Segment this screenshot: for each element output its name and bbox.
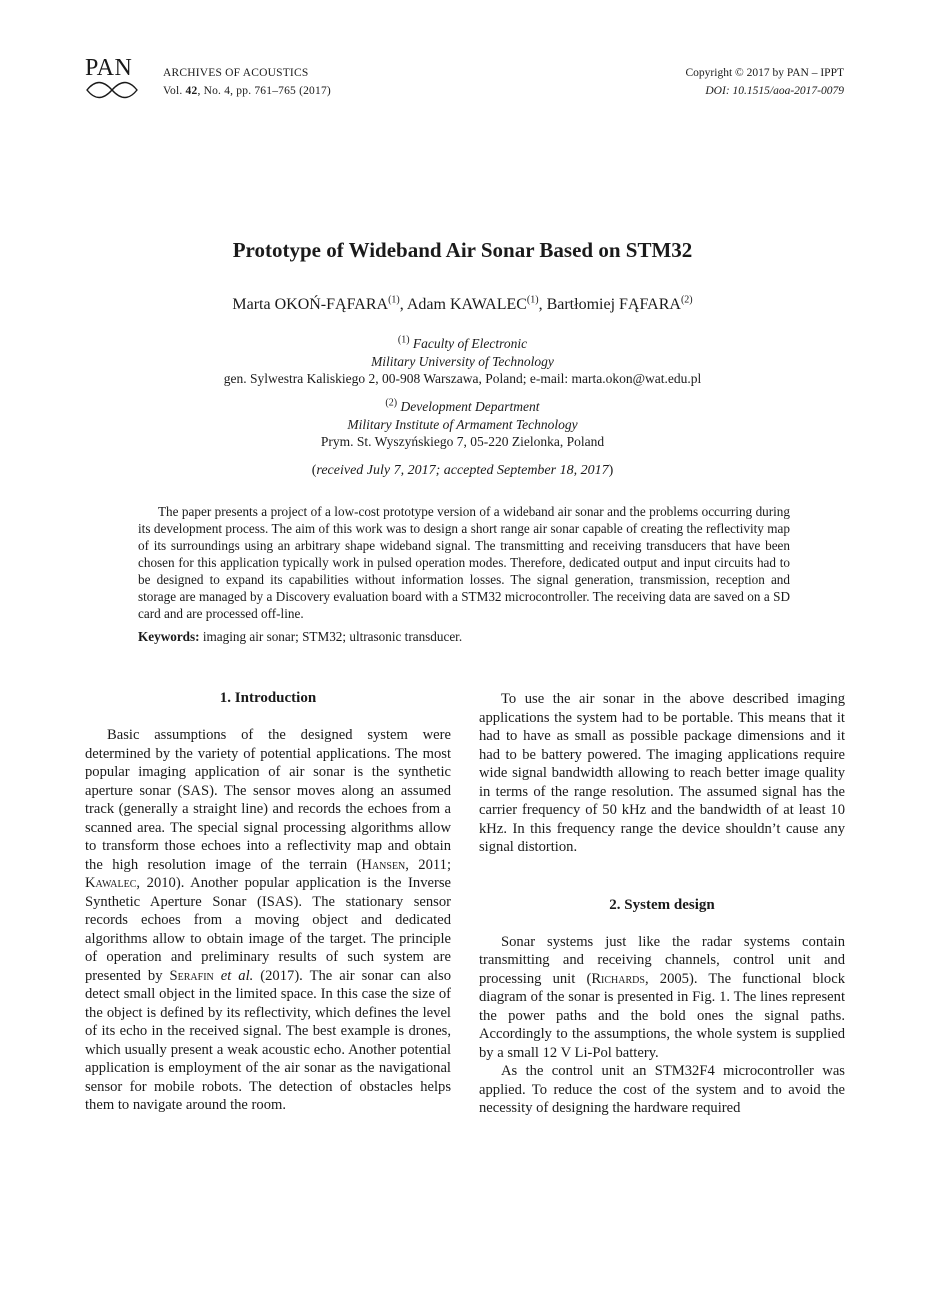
citation-et-al: et al. <box>220 967 254 984</box>
affiliation-1-institution: Military University of Technology <box>371 353 554 369</box>
affiliation-2-institution: Military Institute of Armament Technology <box>347 416 578 432</box>
text-run: , 2011; <box>405 856 452 873</box>
affiliation-1-marker: (1) <box>397 334 410 346</box>
received-dates: (received July 7, 2017; accepted September 18, 2017) <box>311 463 614 478</box>
section-2-paragraph-2: As the control unit an STM32F4 microcontroller was applied. To reduce the cost of the system and to avoid the necessity of designing the hardware required <box>479 1063 845 1116</box>
doi-link[interactable]: DOI: 10.1515/aoa-2017-0079 <box>705 85 844 97</box>
volume-number: 42 <box>185 85 198 97</box>
affiliation-1-address: gen. Sylwestra Kaliskiego 2, 00-908 Warszawa, Poland; e-mail: marta.okon@wat.edu.pl <box>223 371 702 386</box>
section-2-heading: 2. System design <box>609 896 715 913</box>
pan-logo <box>85 56 139 102</box>
pan-logo-swirl-icon <box>85 80 139 100</box>
author-2: Adam KAWALEC <box>406 296 527 313</box>
paper-title: Prototype of Wideband Air Sonar Based on STM32 <box>232 238 693 262</box>
section-1-heading: 1. Introduction <box>219 690 317 706</box>
volume-line <box>163 82 331 100</box>
author-3: Bartłomiej FĄFARA <box>546 296 681 313</box>
text-run: Basic assumptions of the designed system were determined by the variety of potential applications. The most popular imaging application of air sonar is the synthetic aperture sonar (SAS). The sensor moves along an assumed track (generally a straight line) and records the echoes from a scanned area. The special signal processing algorithms allow to transform those echoes into a reflectivity map and obtain the high resolution image of the terrain ( <box>85 727 451 873</box>
abstract <box>138 503 790 645</box>
keywords-text: imaging air sonar; STM32; ultrasonic transducer. <box>202 629 463 644</box>
section-2-paragraph-1 <box>479 933 845 1063</box>
volume-rest: , No. 4, pp. 761–765 (2017) <box>197 85 331 97</box>
copyright-line: Copyright © 2017 by PAN – IPPT <box>685 67 844 79</box>
section-1-paragraph-1 <box>85 726 451 1115</box>
author-1-affil-marker: (1) <box>388 294 400 306</box>
keywords <box>138 628 790 645</box>
author-3-affil-marker: (2) <box>680 294 693 306</box>
journal-info <box>163 64 331 100</box>
citation-hansen[interactable]: Hansen <box>361 856 406 873</box>
text-run: Sonar systems just like the radar systems contain transmitting and receiving channels, control unit and processing unit ( <box>479 933 845 987</box>
keywords-label: Keywords: <box>138 629 200 644</box>
affiliation-1 <box>0 335 925 388</box>
left-column <box>85 688 451 1115</box>
right-column <box>479 690 845 1118</box>
pan-logo-text: PAN <box>85 55 133 81</box>
affiliation-2 <box>0 398 925 451</box>
citation-richards[interactable]: Richards <box>591 970 645 987</box>
author-1: Marta OKOŃ-FĄFARA <box>232 296 389 313</box>
citation-kawalec[interactable]: Kawalec <box>85 875 137 891</box>
affiliation-2-address: Prym. St. Wyszyńskiego 7, 05-220 Zielonka, Poland <box>320 434 605 449</box>
text-run: (2017). The air sonar can also detect small object in the limited space. In this case the size of the object is defined by its reflectivity, which defines the level of its echo in the received signal. The best example is drones, which usually present a weak acoustic echo. Another potential application is employment of the air sonar as the navigational sensor for mobile robots. The detection of obstacles helps them to navigate around the room. <box>85 967 451 1113</box>
received-text: received July 7, 2017; accepted September 18, 2017 <box>316 463 609 478</box>
affiliation-2-marker: (2) <box>385 397 398 409</box>
author-2-affil-marker: (1) <box>526 294 539 306</box>
journal-name: ARCHIVES OF ACOUSTICS <box>163 67 309 79</box>
text-run: , 2005). The functional block diagram of the sonar is presented in Fig. 1. The lines represent the power paths and the bold ones the signal paths. Accordingly to the assumptions, the whole system is supplied by a small 12 V Li-Pol battery. <box>479 970 846 1061</box>
author-separator: , <box>399 296 407 313</box>
affiliation-1-unit: Faculty of Electronic <box>412 336 528 351</box>
author-list <box>0 294 925 316</box>
affiliation-2-unit: Development Department <box>400 399 540 414</box>
citation-serafin[interactable]: Serafin <box>169 967 214 984</box>
copyright-info <box>686 64 844 100</box>
author-separator: , <box>538 296 547 313</box>
abstract-text: The paper presents a project of a low-cost prototype version of a wideband air sonar and the problems occurring during its development process. The aim of this work was to design a short range air sonar capable of creating the reflectivity map of its surroundings using an arbitrary shape wideband signal. The transmitting and receiving transducers that have been chosen for this application typically work in pulsed operation modes. Therefore, dedicated output and input circuits had to be designed to expand its capabilities without information losses. The signal generation, transmission, reception and storage are managed by a Discovery evaluation board with a STM32 microcontroller. The receiving data are saved on a SD card and are processed off-line. <box>138 504 790 621</box>
section-1-paragraph-2: To use the air sonar in the above described imaging applications the system had to be portable. This means that it had to have as small as possible package dimensions and it had to be battery powered. The imaging applications require wide signal bandwidth allowing to reach better image quality in terms of the range resolution. The assumed signal has the carrier frequency of 50 kHz and the bandwidth of at least 10 kHz. In this frequency range the device shouldn’t cause any signal distortion. <box>479 691 845 855</box>
text-run: , 2010). Another popular application is the Inverse Synthetic Aperture Sonar (ISAS). The stationary sensor records echoes from a moving object and dedicated algorithms allow to obtain image of the target. The principle of operation and preliminary results of such system are presented by <box>85 875 451 984</box>
volume-prefix: Vol. <box>163 85 183 97</box>
